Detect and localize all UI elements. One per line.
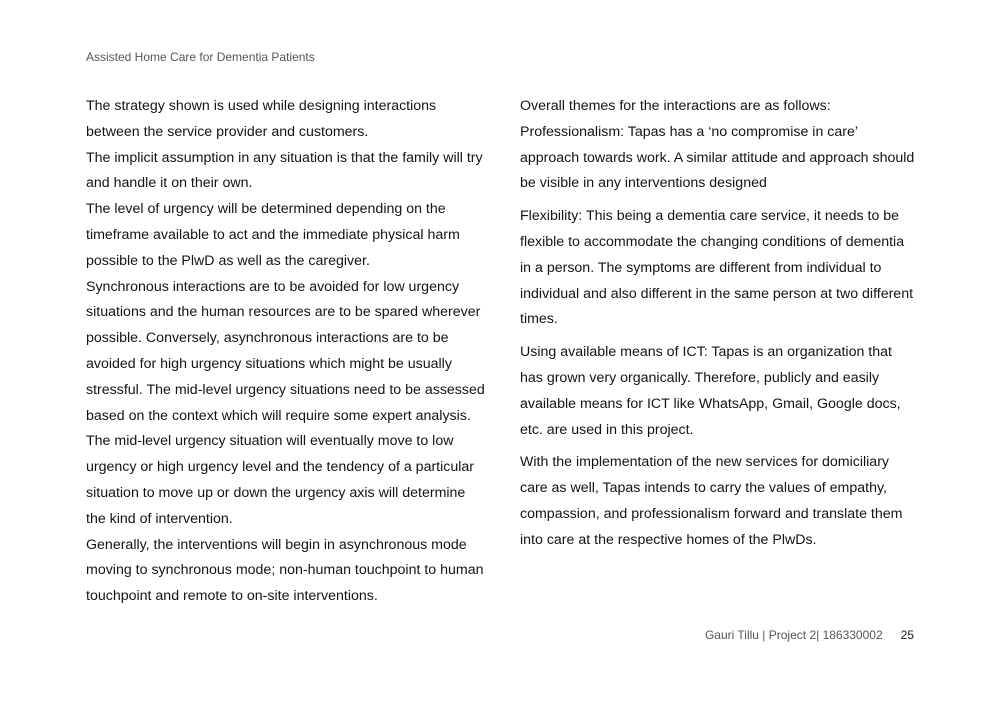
running-header: Assisted Home Care for Dementia Patients xyxy=(86,50,315,64)
page-footer xyxy=(705,628,914,642)
page-number: 25 xyxy=(900,628,914,642)
footer-author-info: Gauri Tillu | Project 2| 186330002 xyxy=(704,628,883,642)
paragraph: The level of urgency will be determined depending on the timeframe available to act and the immediate physical harm possible to the PlwD as well as the caregiver. xyxy=(86,201,460,269)
closing-paragraph: With the implementation of the new services for domiciliary care as well, Tapas intends to carry the values of empathy, compassion, and professionalism forward and translate them into care at the respective homes of the PlwDs. xyxy=(520,454,903,548)
paragraph: The implicit assumption in any situation is that the family will try and handle it on their own. xyxy=(86,149,483,192)
paragraph: Generally, the interventions will begin in asynchronous mode moving to synchronous mode; non-human touchpoint to human touchpoint and remote to on-site interventions. xyxy=(86,536,484,605)
theme-professionalism: Professionalism: Tapas has a ‘no compromise in care’ approach towards work. A similar attitude and approach should be visible in any interventions designed xyxy=(520,123,915,192)
paragraph: Synchronous interactions are to be avoided for low urgency situations and the human resources are to be spared wherever possible. Conversely, asynchronous interactions are to be avoided for high urgency situations which might be usually stressful. The mid-level urgency situations need to be assessed based on the context which will require some expert analysis. The mid-level urgency situation will eventually move to low urgency or high urgency level and the tendency of a particular situation to move up or down the urgency axis will determine the kind of intervention. xyxy=(86,278,485,527)
theme-flexibility: Flexibility: This being a dementia care service, it needs to be flexible to accommodate the changing conditions of dementia in a person. The symptoms are different from individual to individual and also different in the same person at two different times. xyxy=(520,208,914,328)
paragraph: The strategy shown is used while designing interactions between the service provider and customers. xyxy=(86,98,437,140)
theme-ict: Using available means of ICT: Tapas is an organization that has grown very organically. Therefore, publicly and easily available means for ICT like WhatsApp, Gmail, Google docs, etc. are used in this project. xyxy=(520,344,901,438)
themes-intro: Overall themes for the interactions are as follows: xyxy=(520,98,831,114)
right-column xyxy=(520,94,918,554)
left-column xyxy=(86,94,486,610)
